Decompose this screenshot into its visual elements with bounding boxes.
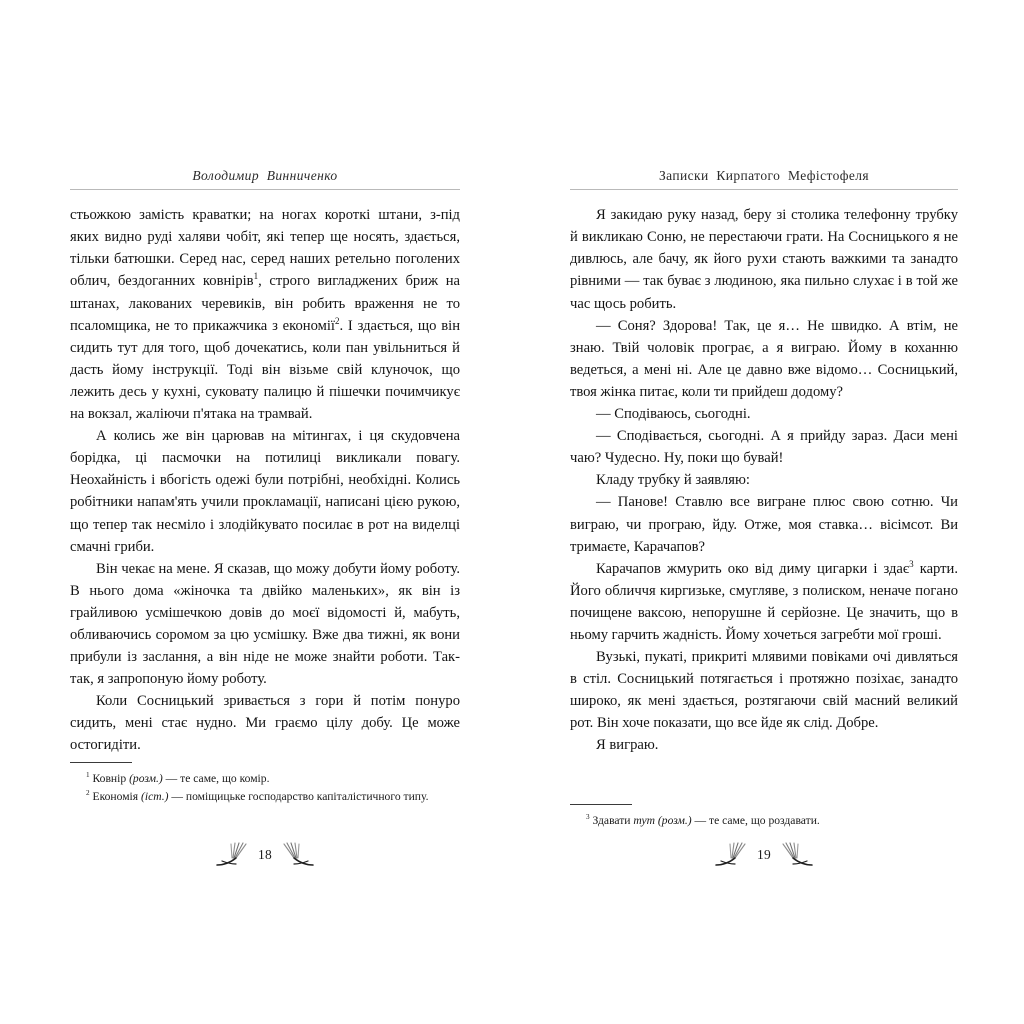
wheat-sheaf-ornament <box>215 842 249 868</box>
paragraph: — Соня? Здорова! Так, це я… Не швидко. А втім, не знаю. Твій чоловік програє, а я виграю. Йому в коханню ведеться, а мені ні. Але це давно вже відомо… Сосницький, твоя жінка питає, коли ти прийдеш додому? <box>570 317 958 400</box>
running-head-left: Володимир Винниченко <box>192 168 338 183</box>
page-number-left: 18 <box>257 847 273 862</box>
footnotes-right <box>570 804 958 830</box>
footnote-rule-right <box>570 804 632 805</box>
italic-gloss: (розм.) <box>129 772 163 785</box>
paragraph: — Сподіваюсь, сьогодні. <box>596 406 751 423</box>
paragraph: Кладу трубку й заявляю: <box>596 472 750 489</box>
footnote-marker: 1 <box>86 771 90 780</box>
running-head-right: Записки Кирпатого Мефістофеля <box>658 168 870 183</box>
wheat-sheaf-ornament <box>780 842 814 868</box>
body-text-right <box>570 204 958 756</box>
paragraph: Я закидаю руку назад, беру зі столика телефонну трубку й викликаю Соню, не перестаючи грати. На Сосницького я не дивлюсь, але бачу, як його рухи стають важкими та занадто рівними — так буває з людиною, яка пильно слухає і в той же час щось робить. <box>570 207 958 312</box>
paragraph: Я виграю. <box>596 737 659 754</box>
paragraph: — Сподівається, сьогодні. А я прийду зараз. Даси мені чаю? Чудесно. Ну, поки що бувай! <box>570 428 958 467</box>
folio-left <box>70 842 460 868</box>
footnotes-left <box>70 762 460 805</box>
paragraph: — Панове! Ставлю все вигране плюс свою сотню. Чи виграю, чи програю, йду. Отже, моя ставка… вісімсот. Ви тримаєте, Карачапов? <box>570 494 958 555</box>
footnote-list-left <box>70 770 460 805</box>
footnote-marker: 3 <box>909 558 914 569</box>
footnote-rule-left <box>70 762 132 763</box>
italic-gloss: тут (розм.) <box>633 814 692 827</box>
footnote-item: $^2$ Економія (іст.) — поміщицьке господарство капіталістичного типу. <box>86 788 429 803</box>
header-rule-right <box>570 189 958 190</box>
footnote-marker: 1 <box>253 271 259 282</box>
paragraph: стьожкою замість краватки; на ногах короткі штани, з-під яких видно руді халяви чобіт, які тепер ще носять, здається, тільки батюшки. Серед нас, серед наших ретельно поголених облич, бездоганних ковнірів$^1$, строго вигладжених бриж на штанах, лакованих черевиків, він робить враження не то псаломщика, не то прикажчика з економії$^2$. І здається, що він сидить тут для того, щоб дочекатись, коли пан увільниться й дасть йому інструкції. Тоді він візьме свій клуночок, що лежить десь у кухні, суковату палицю й пішечки почимчикує на вокзал, жаліючи п'ятака на трамвай. <box>70 207 461 423</box>
right-page <box>512 0 1024 1024</box>
paragraph: А колись же він царював на мітингах, і ця скудовчена борідка, ці пасмочки на потилиці викликали повагу. Неохайність і вбогість одежі були потрібні, необхідні. Колись робітники напам'ять учили прокламації, написані цією рукою, що тепер так несміло і злодійкувато посилає в рот на виделці смачні гриби. <box>70 428 460 555</box>
footnote-marker: 2 <box>334 315 340 326</box>
footnote-item: $^3$ Здавати тут (розм.) — те саме, що роздавати. <box>586 813 820 827</box>
header-rule-left <box>70 189 460 190</box>
paragraph: Він чекає на мене. Я сказав, що можу добути йому роботу. В нього дома «жіночка та двійко маленьких», як він із грайливою усмішечкою довів до моєї відомості й, мабуть, обливаючись соромом за цю усмішку. Вже два тижні, як вони прибули із заслання, а він ніде не може знайти роботи. Так-так, я запропоную йому роботу. <box>70 560 460 688</box>
footnote-marker: 3 <box>586 813 590 822</box>
body-text-left <box>70 204 460 756</box>
wheat-sheaf-ornament <box>714 842 748 868</box>
paragraph: Карачапов жмурить око від диму цигарки і здає$^3$ карти. Його обличчя киргизьке, смугляве, з полиском, неначе погано почищене ваксою, непорушне й серйозне. Це значить, що в ньому гарчить жадність. Йому хочеться загребти мої гроші. <box>570 558 958 643</box>
paragraph: Вузькі, пукаті, прикриті млявими повіками очі дивляться в стіл. Сосницький потягається і протяжно позіхає, занадто широко, як мені здається, розтягаючи свій масний великий рот. Він хоче показати, що все йде як слід. Добре. <box>570 649 958 732</box>
page-number-right: 19 <box>756 847 772 862</box>
footnote-marker: 2 <box>86 788 90 797</box>
folio-right <box>570 842 958 868</box>
italic-gloss: (іст.) <box>141 789 169 803</box>
footnote-list-right <box>570 812 958 830</box>
paragraph: Коли Сосницький зривається з гори й потім понуро сидить, мені стає нудно. Ми граємо цілу добу. Це може остогидіти. <box>70 693 460 754</box>
wheat-sheaf-ornament <box>281 842 315 868</box>
footnote-item: $^1$ Ковнір (розм.) — те саме, що комір. <box>86 771 270 785</box>
